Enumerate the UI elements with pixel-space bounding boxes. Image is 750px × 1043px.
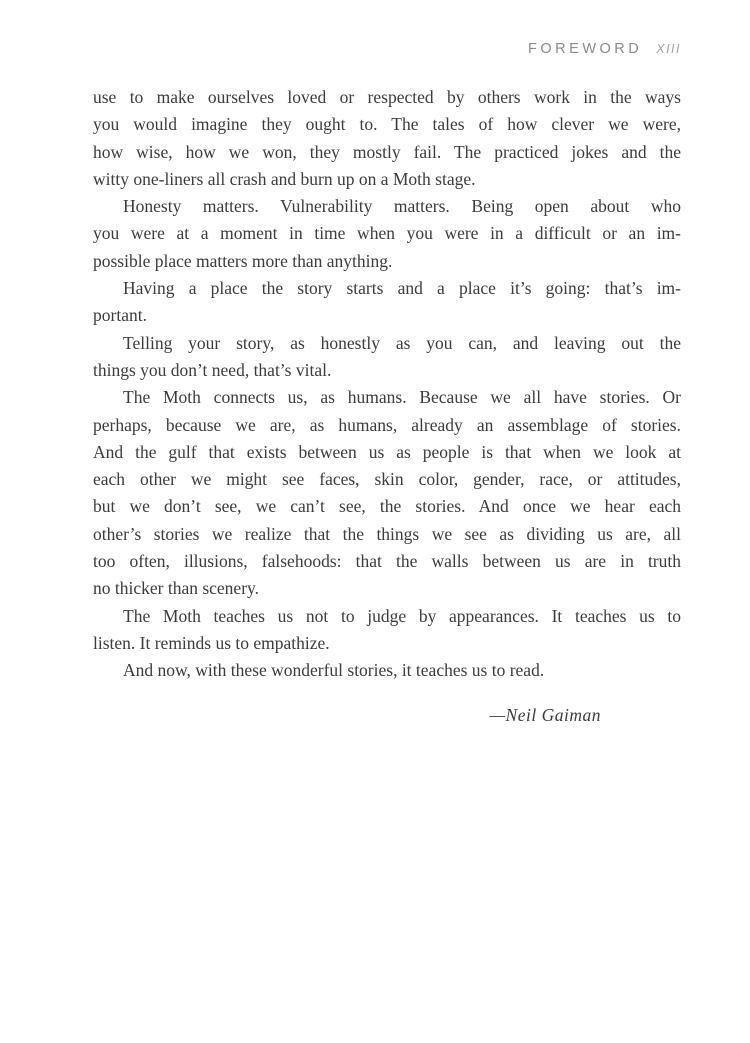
text-line: too often, illusions, falsehoods: that the walls between us are in truth — [93, 551, 681, 572]
text-line: you were at a moment in time when you were in a difficult or an im- — [93, 223, 681, 244]
paragraph — [93, 84, 681, 193]
text-line: And now, with these wonderful stories, it teaches us to read. — [123, 660, 545, 681]
text-line: Having a place the story starts and a place it’s going: that’s im- — [123, 278, 681, 299]
text-line: possible place matters more than anything. — [93, 250, 393, 271]
paragraph — [93, 330, 681, 385]
body-text — [93, 84, 681, 729]
text-line: you would imagine they ought to. The tales of how clever we were, — [93, 114, 681, 135]
text-line: things you don’t need, that’s vital. — [93, 359, 332, 380]
text-line: portant. — [93, 305, 147, 326]
paragraph — [93, 384, 681, 602]
text-line: Honesty matters. Vulnerability matters. Being open about who — [123, 196, 681, 217]
paragraph — [93, 193, 681, 275]
text-line: other’s stories we realize that the things we see as dividing us are, all — [93, 523, 681, 544]
page-number: XIII — [656, 42, 681, 56]
text-line: And the gulf that exists between us as people is that when we look at — [93, 441, 681, 462]
paragraph — [93, 657, 681, 684]
text-line: The Moth connects us, as humans. Because we all have stories. Or — [123, 387, 681, 408]
text-line: no thicker than scenery. — [93, 578, 260, 599]
text-line: use to make ourselves loved or respected by others work in the ways — [93, 87, 681, 107]
text-line: The Moth teaches us not to judge by appearances. It teaches us to — [123, 605, 681, 626]
text-line: perhaps, because we are, as humans, already an assemblage of stories. — [93, 414, 681, 435]
paragraph — [93, 603, 681, 658]
text-line: listen. It reminds us to empathize. — [93, 632, 330, 653]
text-line: but we don’t see, we can’t see, the stories. And once we hear each — [93, 496, 681, 517]
text-line: each other we might see faces, skin color, gender, race, or attitudes, — [93, 469, 681, 490]
text-line: Telling your story, as honestly as you can, and leaving out the — [123, 332, 681, 353]
section-title: FOREWORD — [528, 41, 643, 57]
running-header — [93, 40, 681, 58]
paragraph — [93, 275, 681, 330]
author-attribution: —Neil Gaiman — [489, 704, 601, 725]
text-line: witty one-liners all crash and burn up on a Moth stage. — [93, 168, 476, 189]
text-line: how wise, how we won, they mostly fail. The practiced jokes and the — [93, 141, 681, 162]
